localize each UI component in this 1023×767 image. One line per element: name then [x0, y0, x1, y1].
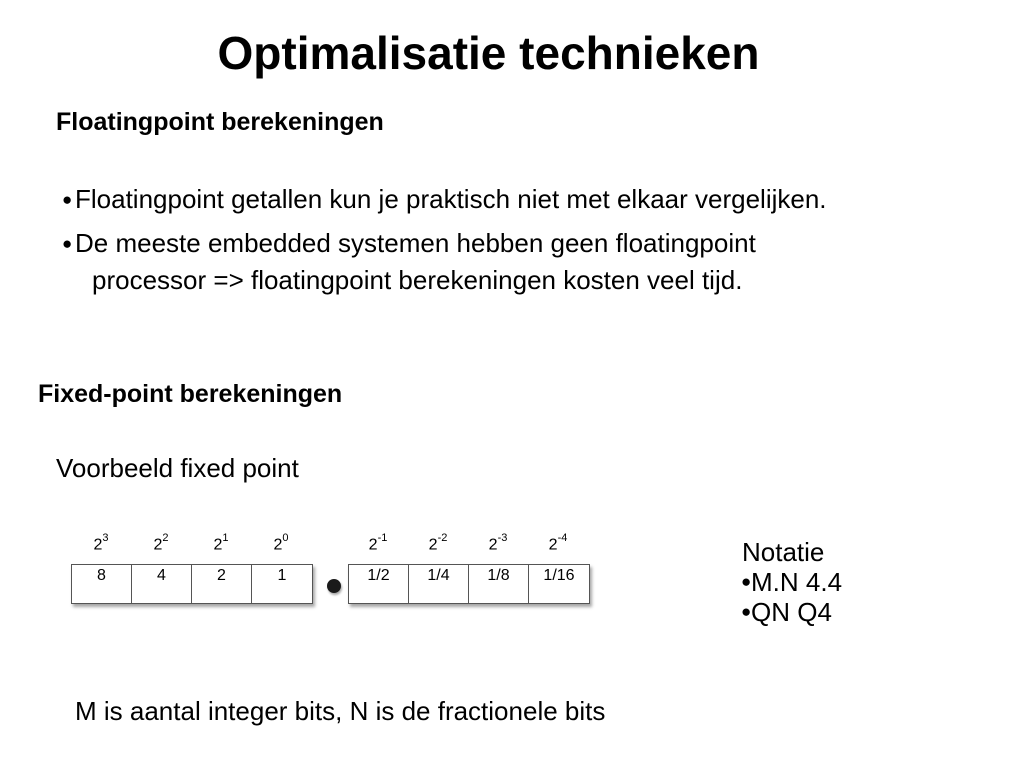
bit-weight-cell: 1/8	[469, 565, 529, 603]
power-base: 2	[93, 536, 103, 554]
power-exponent: -3	[497, 532, 508, 544]
bit-weight-cell: 1/2	[349, 565, 409, 603]
notation-label: Notatie	[742, 537, 825, 567]
bullet-dot-icon: ●	[741, 602, 752, 621]
power-base: 2	[548, 536, 558, 554]
bullet-text: De meeste embedded systemen hebben geen floatingpoint	[75, 228, 756, 258]
bullet-text-continuation: processor => floatingpoint berekeningen kosten veel tijd.	[92, 265, 743, 295]
footer-note: M is aantal integer bits, N is de fractionele bits	[75, 696, 606, 726]
power-exponent: -1	[377, 532, 388, 544]
bit-weight-power	[408, 530, 468, 555]
power-exponent: 3	[102, 532, 109, 544]
bit-weight-cell: 4	[132, 565, 192, 603]
bit-weight-power	[251, 530, 311, 555]
bit-weight-power	[528, 530, 588, 555]
bit-weight-power	[191, 530, 251, 555]
bit-weight-cell: 1/4	[409, 565, 469, 603]
power-base: 2	[153, 536, 163, 554]
power-exponent: -2	[437, 532, 448, 544]
bullet-text: Floatingpoint getallen kun je praktisch niet met elkaar vergelijken.	[75, 184, 827, 214]
example-label: Voorbeeld fixed point	[56, 453, 299, 483]
power-exponent: 1	[222, 532, 229, 544]
bit-weight-power	[71, 530, 131, 555]
bullet-dot-icon: ●	[62, 234, 73, 253]
bit-weight-cell: 2	[192, 565, 252, 603]
notation-block	[742, 537, 842, 627]
fraction-bits-table	[348, 564, 590, 604]
floatingpoint-bullet-list	[62, 181, 1002, 299]
bit-weight-power	[131, 530, 191, 555]
notation-item	[742, 567, 842, 597]
integer-bits-table	[71, 564, 313, 604]
radix-point-icon	[327, 579, 341, 593]
fixed-point-bit-diagram	[60, 524, 600, 610]
bullet-item	[62, 225, 1002, 299]
bit-weight-power	[468, 530, 528, 555]
power-exponent: 2	[162, 532, 169, 544]
notation-item-text: M.N 4.4	[751, 567, 843, 597]
power-base: 2	[428, 536, 438, 554]
bullet-dot-icon: ●	[741, 572, 752, 591]
notation-item-text: QN Q4	[751, 597, 832, 627]
bit-weight-cell: 1	[277, 567, 287, 584]
power-base: 2	[273, 536, 283, 554]
bullet-item	[62, 181, 1002, 218]
power-base: 2	[213, 536, 223, 554]
bit-weight-power	[348, 530, 408, 555]
fixedpoint-heading: Fixed-point berekeningen	[38, 380, 343, 408]
slide-title: Optimalisatie technieken	[217, 27, 760, 79]
bit-weight-cell: 8	[72, 565, 132, 603]
power-exponent: 0	[282, 532, 289, 544]
power-base: 2	[488, 536, 498, 554]
bit-weight-cell: 1/16	[543, 567, 575, 584]
power-base: 2	[368, 536, 378, 554]
power-exponent: -4	[557, 532, 568, 544]
floatingpoint-heading: Floatingpoint berekeningen	[56, 108, 384, 136]
notation-item	[742, 597, 842, 627]
bullet-dot-icon: ●	[62, 190, 73, 209]
